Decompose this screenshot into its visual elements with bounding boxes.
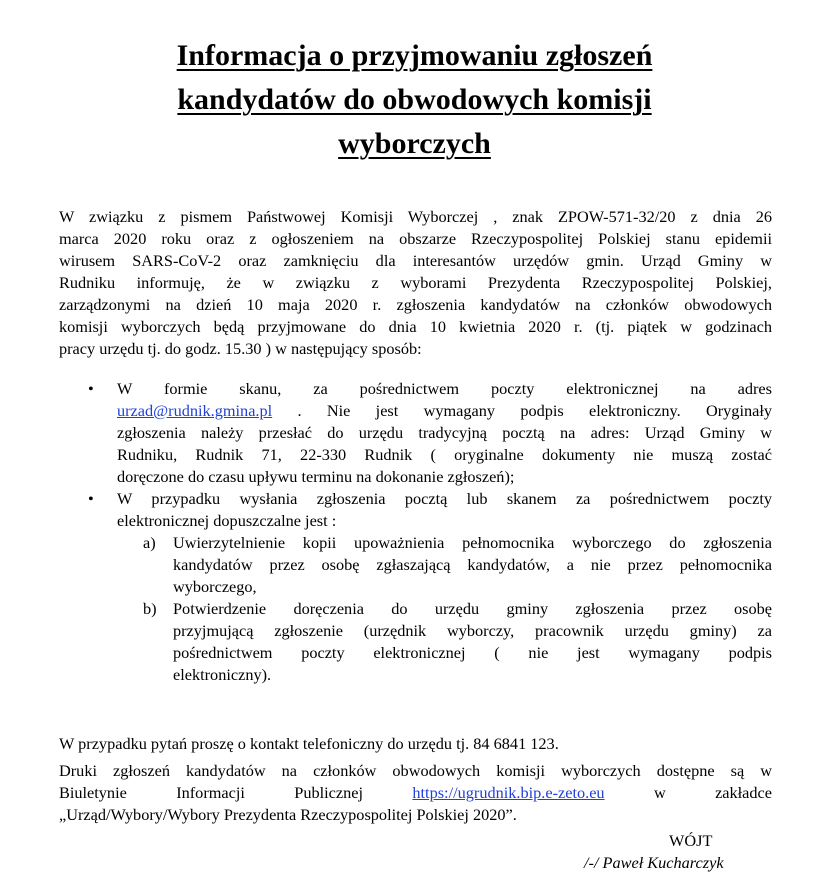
sub-a-line-2: kandydatów przez osobę zgłaszającą kandydatów, a nie przez pełnomocnika — [173, 555, 772, 574]
forms-line-2-start: Biuletynie Informacji Publicznej — [59, 783, 364, 802]
intro-line-3: wirusem SARS-CoV-2 oraz zamknięciu dla interesantów urzędów gmin. Urząd Gminy w — [59, 251, 772, 270]
signature-title: WÓJT — [669, 831, 713, 850]
title-line-1: Informacja o przyjmowaniu zgłoszeń — [176, 39, 653, 72]
sub-marker-b: b) — [143, 599, 157, 618]
intro-line-5: zarządzonymi na dzień 10 maja 2020 r. zgłoszenia kandydatów na członków obwodowych — [59, 295, 772, 314]
title-line-2: kandydatów do obwodowych komisji — [177, 83, 652, 116]
contact-paragraph — [59, 733, 772, 755]
forms-line-3: „Urząd/Wybory/Wybory Prezydenta Rzeczypospolitej Polskiej 2020”. — [59, 805, 517, 824]
bullet2-line-2: elektronicznej dopuszczalne jest : — [117, 511, 337, 530]
bullet1-line-2-rest: . Nie jest wymagany podpis elektroniczny. Oryginały — [272, 401, 772, 420]
forms-line-2 — [59, 782, 772, 804]
sub-b-line-3: pośrednictwem poczty elektronicznej ( nie jest wymagany podpis — [173, 643, 772, 662]
list-item-delivery-confirmation — [117, 598, 772, 686]
forms-line-1: Druki zgłoszeń kandydatów na członków obwodowych komisji wyborczych dostępne są w — [59, 761, 772, 780]
forms-line-2-end: w zakładce — [653, 783, 773, 802]
bullet1-line-2 — [117, 400, 772, 422]
list-item-authentication — [117, 532, 772, 598]
intro-line-1: W związku z pismem Państwowej Komisji Wyborczej , znak ZPOW-571-32/20 z dnia 26 — [59, 207, 772, 226]
title-line-3: wyborczych — [338, 127, 491, 160]
sub-b-line-1: Potwierdzenie doręczenia do urzędu gminy zgłoszenia przez osobę — [173, 599, 772, 618]
page-title — [100, 34, 729, 166]
bullet1-line-1: W formie skanu, za pośrednictwem poczty elektronicznej na adres — [117, 379, 772, 398]
bullet1-line-4: Rudniku, Rudnik 71, 22-330 Rudnik ( oryginalne dokumenty nie muszą zostać — [117, 445, 772, 464]
sub-a-line-3: wyborczego, — [173, 577, 257, 596]
sub-b-line-2: przyjmującą zgłoszenie (urzędnik wyborczy, pracownik urzędu gminy) za — [173, 621, 772, 640]
intro-line-2: marca 2020 roku oraz z ogłoszeniem na obszarze Rzeczypospolitej Polskiej stanu epidemii — [59, 229, 772, 248]
email-link[interactable]: urzad@rudnik.gmina.pl — [117, 401, 273, 420]
bullet1-line-3: zgłoszenia należy przesłać do urzędu tradycyjną pocztą na adres: Urząd Gminy w — [117, 423, 772, 442]
submission-methods-list — [86, 378, 772, 686]
sub-a-line-1: Uwierzytelnienie kopii upoważnienia pełnomocnika wyborczego do zgłoszenia — [173, 533, 772, 552]
sub-b-line-4: elektroniczny). — [173, 665, 272, 684]
sub-marker-a: a) — [143, 533, 156, 552]
bullet2-line-1: W przypadku wysłania zgłoszenia pocztą lub skanem za pośrednictwem poczty — [117, 489, 772, 508]
allowed-actions-list — [117, 532, 772, 686]
intro-line-4: Rudniku informuję, że w związku z wyborami Prezydenta Rzeczypospolitej Polskiej, — [59, 273, 772, 292]
list-item-email-scan — [86, 378, 772, 488]
bullet-marker: • — [88, 379, 94, 398]
bip-link[interactable]: https://ugrudnik.bip.e-zeto.eu — [412, 783, 605, 802]
list-item-post-or-scan — [86, 488, 772, 686]
bullet-marker: • — [88, 489, 94, 508]
bullet1-line-5: doręczone do czasu upływu terminu na dokonanie zgłoszeń); — [117, 467, 515, 486]
intro-line-6: komisji wyborczych będą przyjmowane do dnia 10 kwietnia 2020 r. (tj. piątek w godzinach — [59, 317, 772, 336]
intro-line-7: pracy urzędu tj. do godz. 15.30 ) w następujący sposób: — [59, 339, 422, 358]
intro-paragraph — [59, 206, 772, 360]
contact-text: W przypadku pytań proszę o kontakt telefoniczny do urzędu tj. 84 6841 123. — [59, 734, 559, 753]
forms-paragraph — [59, 760, 772, 826]
signature-name: /-/ Paweł Kucharczyk — [584, 853, 724, 872]
